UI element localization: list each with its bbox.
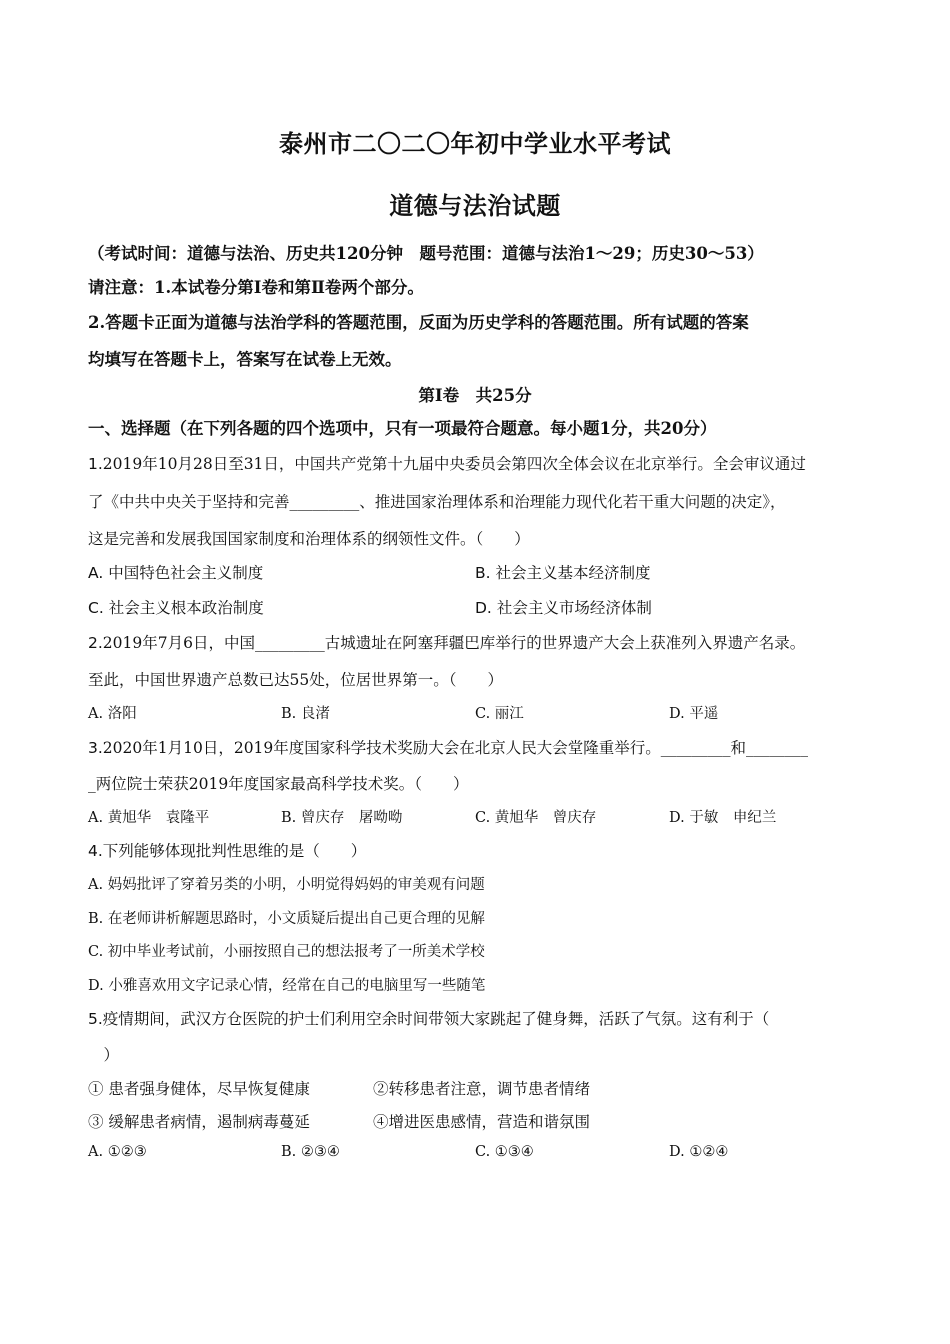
question-1-line-2: 了《中共中央关于坚持和完善_________、推进国家治理体系和治理能力现代化若干重大问题的决定》， [88, 493, 786, 511]
question-number: 1. [88, 455, 103, 473]
option-b[interactable]: B. 良渚 [281, 706, 330, 722]
statement-1: ① 患者强身健体，尽早恢复健康 [88, 1080, 310, 1098]
notice-line-2a: 2.答题卡正面为道德与法治学科的答题范围，反面为历史学科的答题范围。所有试题的答案 [88, 313, 749, 332]
option-c[interactable]: C. ①③④ [475, 1144, 534, 1160]
question-3-line-1 [88, 736, 808, 758]
option-c[interactable]: C. 丽江 [475, 706, 524, 722]
statement-2: ②转移患者注意，调节患者情绪 [373, 1080, 591, 1098]
option-c[interactable]: C. 初中毕业考试前，小丽按照自己的想法报考了一所美术学校 [88, 944, 485, 960]
part-heading: 第Ⅰ卷 共25分 [418, 386, 532, 405]
subject-title: 道德与法治试题 [389, 191, 561, 220]
option-d[interactable]: D. 于敏 申纪兰 [669, 810, 777, 826]
option-d[interactable]: D. 平遥 [669, 706, 719, 722]
option-a[interactable]: A. 洛阳 [88, 706, 137, 722]
question-2-line-1 [88, 631, 805, 653]
option-d[interactable]: D. ①②④ [669, 1144, 729, 1160]
question-2-line-2: 至此，中国世界遗产总数已达55处，位居世界第一。（ ） [88, 671, 503, 689]
notice-line-2b: 均填写在答题卡上，答案写在试卷上无效。 [88, 350, 402, 369]
question-3-line-2: _两位院士荣获2019年度国家最高科学技术奖。（ ） [88, 775, 469, 793]
option-d[interactable]: D. 社会主义市场经济体制 [475, 599, 652, 617]
question-1-line-1 [88, 452, 806, 474]
statement-4: ④增进医患感情，营造和谐氛围 [373, 1113, 591, 1131]
question-number: 3. [88, 739, 103, 757]
question-text: 2019年7月6日，中国_________古城遗址在阿塞拜疆巴库举行的世界遗产大会上获准列入界遗产名录。 [102, 634, 806, 652]
question-number: 4. [88, 842, 103, 860]
question-text: 2020年1月10日，2019年度国家科学技术奖励大会在北京人民大会堂隆重举行。_________和________ [102, 739, 809, 757]
option-b[interactable]: B. ②③④ [281, 1144, 340, 1160]
question-4-line-1 [88, 839, 366, 861]
question-1-line-3: 这是完善和发展我国国家制度和治理体系的纲领性文件。（ ） [88, 530, 530, 548]
option-a[interactable]: A. 黄旭华 袁隆平 [88, 810, 210, 826]
option-b[interactable]: B. 曾庆存 屠呦呦 [281, 810, 403, 826]
question-number: 2. [88, 634, 103, 652]
option-b[interactable]: B. 在老师讲析解题思路时，小文质疑后提出自己更合理的见解 [88, 911, 485, 927]
question-text: 下列能够体现批判性思维的是（ ） [102, 842, 367, 860]
option-a[interactable]: A. ①②③ [88, 1144, 147, 1160]
exam-title: 泰州市二〇二〇年初中学业水平考试 [279, 129, 671, 158]
question-text: 疫情期间，武汉方仓医院的护士们利用空余时间带领大家跳起了健身舞，活跃了气氛。这有利于（ [102, 1010, 770, 1028]
statement-3: ③ 缓解患者病情，遏制病毒蔓延 [88, 1113, 310, 1131]
question-number: 5. [88, 1010, 103, 1028]
option-a[interactable]: A. 中国特色社会主义制度 [88, 564, 264, 582]
question-5-line-1 [88, 1007, 769, 1029]
option-d[interactable]: D. 小雅喜欢用文字记录心情，经常在自己的电脑里写一些随笔 [88, 978, 486, 994]
section-title: 一、选择题（在下列各题的四个选项中，只有一项最符合题意。每小题1分，共20分） [88, 419, 717, 438]
option-b[interactable]: B. 社会主义基本经济制度 [475, 564, 651, 582]
question-5-line-2: ） [88, 1046, 120, 1064]
time-range-note: （考试时间：道德与法治、历史共120分钟 题号范围：道德与法治1～29；历史30～53） [88, 244, 764, 263]
option-a[interactable]: A. 妈妈批评了穿着另类的小明，小明觉得妈妈的审美观有问题 [88, 877, 485, 893]
question-text: 2019年10月28日至31日，中国共产党第十九届中央委员会第四次全体会议在北京举行。全会审议通过 [102, 455, 806, 473]
notice-line-1: 请注意：1.本试卷分第Ⅰ卷和第Ⅱ卷两个部分。 [88, 278, 424, 297]
option-c[interactable]: C. 社会主义根本政治制度 [88, 599, 264, 617]
option-c[interactable]: C. 黄旭华 曾庆存 [475, 810, 597, 826]
